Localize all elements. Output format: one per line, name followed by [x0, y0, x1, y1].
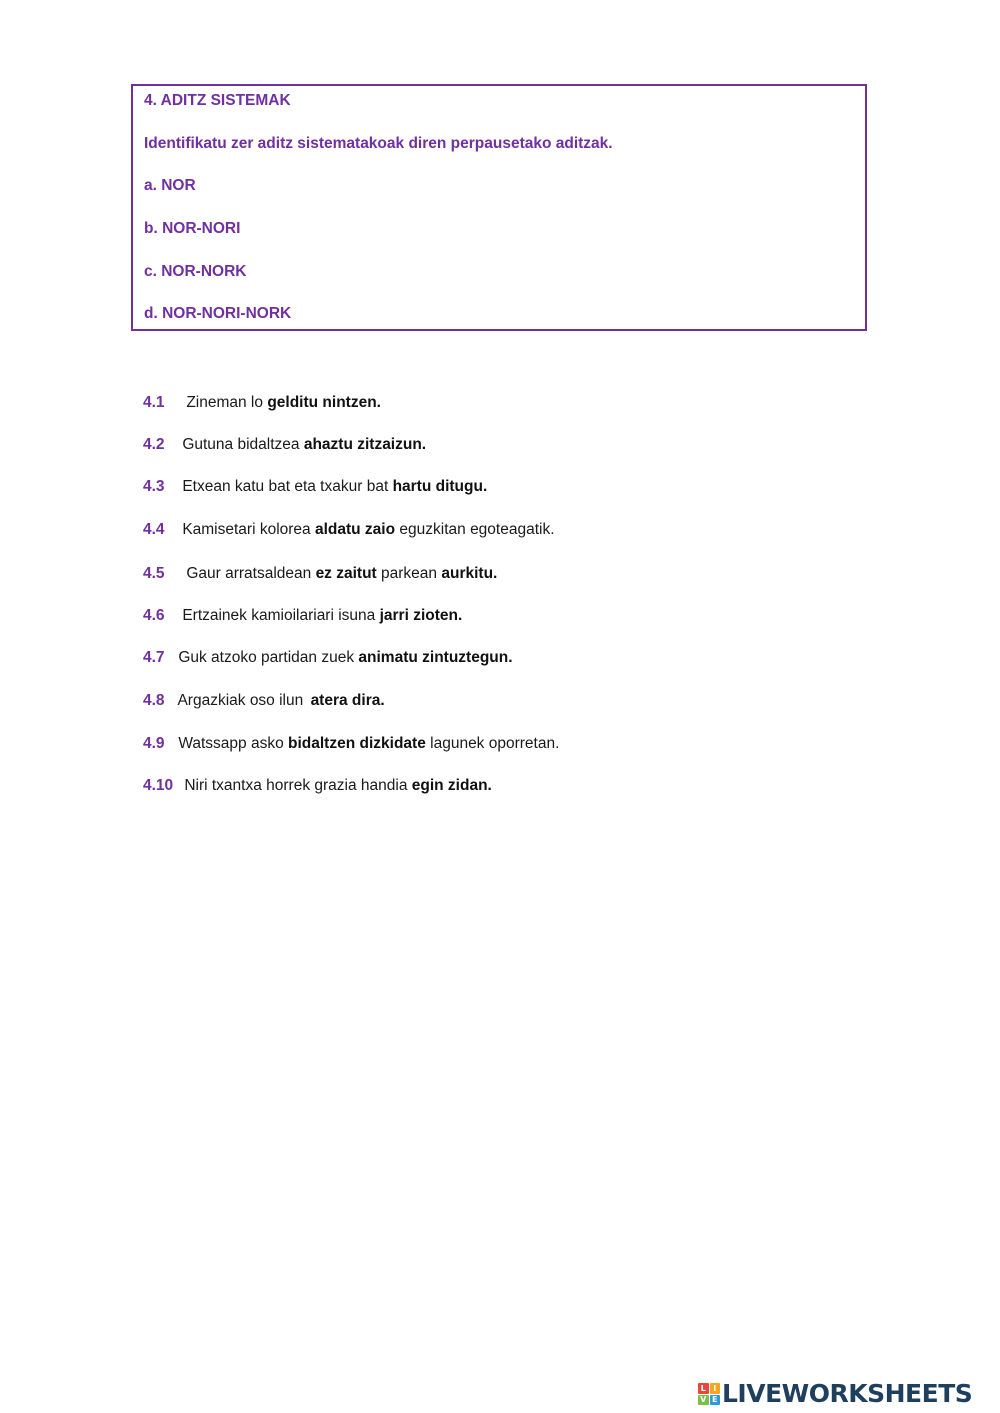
sentence-verb: ez zaitut [315, 565, 377, 582]
sentence-4-9 [143, 734, 559, 754]
sentence-4-10 [143, 776, 492, 796]
sentence-number: 4.6 [143, 607, 165, 624]
sentence-text-after: parkean [381, 565, 438, 582]
sentence-number: 4.3 [143, 478, 165, 495]
option-d: d. NOR-NORI-NORK [144, 305, 292, 322]
option-a: a. NOR [144, 177, 196, 194]
sentence-text-after: eguzkitan egoteagatik. [399, 521, 555, 538]
task-box [131, 84, 867, 331]
sentence-number: 4.7 [143, 649, 165, 666]
logo-letter: I [710, 1383, 721, 1394]
watermark-text: LIVEWORKSHEETS [722, 1379, 973, 1408]
logo-letter: V [698, 1395, 709, 1406]
sentence-number: 4.5 [143, 565, 165, 582]
option-c: c. NOR-NORK [144, 263, 247, 280]
sentence-number: 4.9 [143, 735, 165, 752]
sentence-text: Kamisetari kolorea [182, 521, 311, 538]
sentence-4-3 [143, 477, 487, 497]
sentence-4-4 [143, 520, 555, 540]
sentence-4-5 [143, 564, 497, 584]
sentence-number: 4.4 [143, 521, 165, 538]
sentence-verb: atera dira. [310, 692, 385, 709]
sentence-number: 4.8 [143, 692, 165, 709]
sentence-text: Niri txantxa horrek grazia handia [184, 777, 408, 794]
sentence-4-7 [143, 648, 513, 668]
sentence-text: Guk atzoko partidan zuek [178, 649, 355, 666]
liveworksheets-watermark [698, 1378, 994, 1410]
sentence-text: Etxean katu bat eta txakur bat [182, 478, 389, 495]
sentence-verb: animatu zintuztegun. [358, 649, 513, 666]
task-title: 4. ADITZ SISTEMAK [144, 92, 291, 109]
sentence-number: 4.10 [143, 777, 174, 794]
logo-letter: L [698, 1383, 709, 1394]
sentence-verb: bidaltzen dizkidate [288, 735, 426, 752]
sentence-text: Watssapp asko [178, 735, 284, 752]
sentence-verb: hartu ditugu. [392, 478, 488, 495]
liveworksheets-logo-icon [698, 1383, 720, 1405]
sentence-4-6 [143, 606, 462, 626]
sentence-text-after: lagunek oporretan. [430, 735, 560, 752]
sentence-verb: egin zidan. [411, 777, 492, 794]
logo-letter: E [710, 1395, 721, 1406]
sentence-text: Ertzainek kamioilariari isuna [182, 607, 376, 624]
sentence-verb-2: aurkitu. [441, 565, 498, 582]
sentence-text: Gaur arratsaldean [186, 565, 312, 582]
sentence-4-1 [143, 393, 381, 413]
sentence-number: 4.1 [143, 394, 165, 411]
option-b: b. NOR-NORI [144, 220, 241, 237]
sentence-verb: jarri zioten. [379, 607, 463, 624]
sentence-4-8 [143, 691, 385, 711]
sentence-text: Argazkiak oso ilun [177, 692, 304, 709]
sentence-verb: aldatu zaio [314, 521, 396, 538]
task-instruction: Identifikatu zer aditz sistematakoak diren perpausetako aditzak. [144, 135, 613, 152]
sentence-verb: ahaztu zitzaizun. [303, 436, 427, 453]
sentence-text: Zineman lo [186, 394, 263, 411]
sentence-4-2 [143, 435, 426, 455]
sentence-verb: gelditu nintzen. [267, 394, 381, 411]
sentence-number: 4.2 [143, 436, 165, 453]
sentence-text: Gutuna bidaltzea [182, 436, 300, 453]
